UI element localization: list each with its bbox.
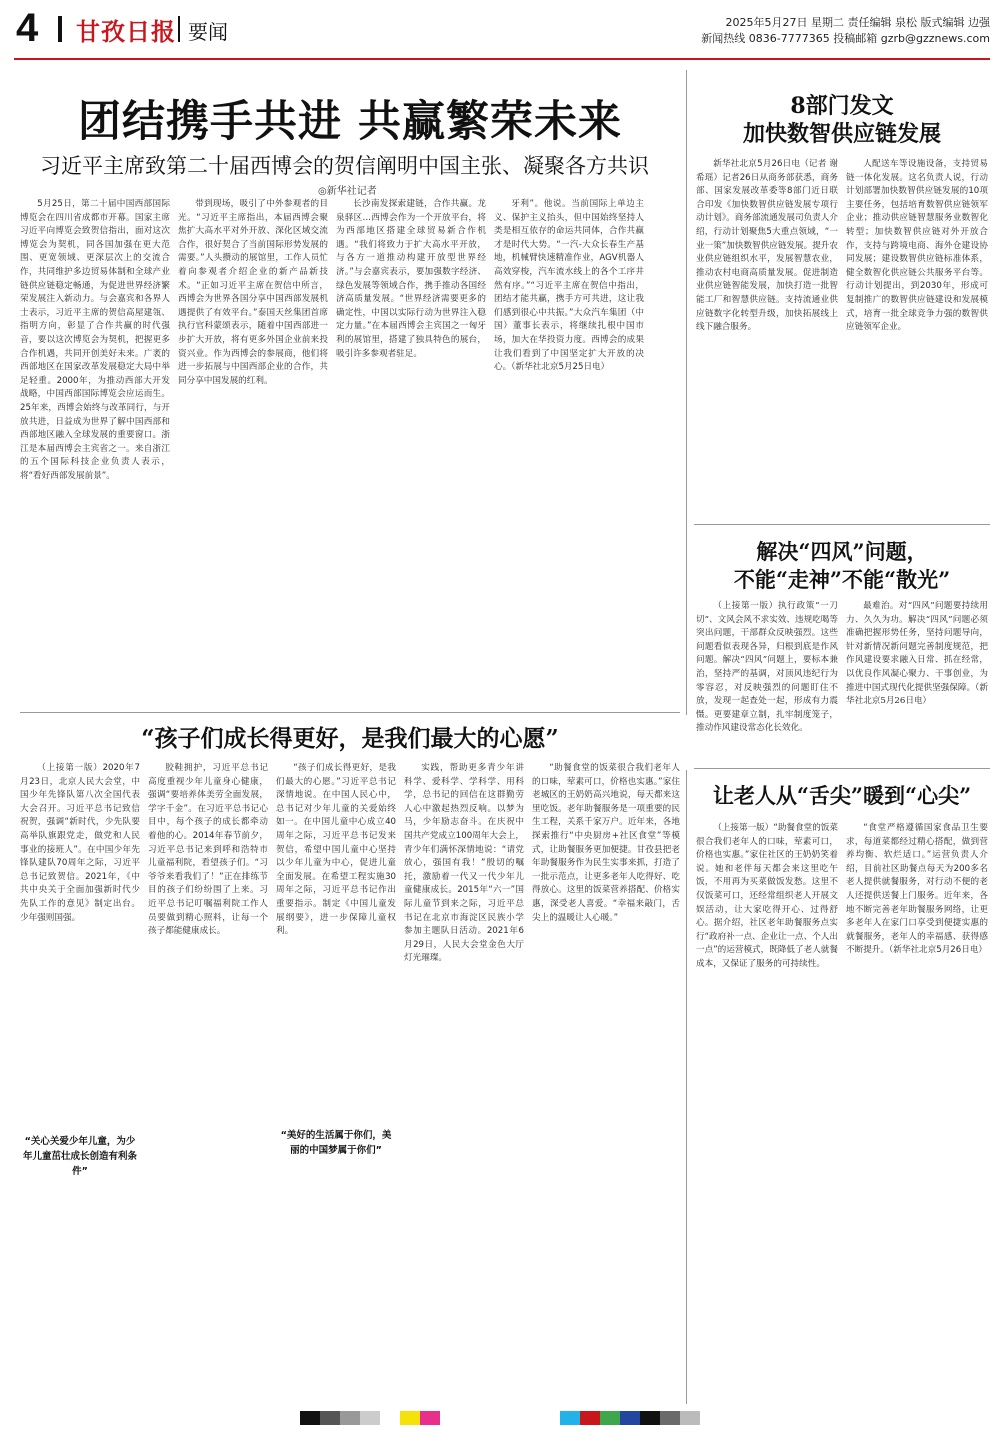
color-swatch (380, 1411, 400, 1425)
elderly-meals-headline: 让老人从“舌尖”暖到“心尖” (712, 783, 972, 808)
color-swatch (560, 1411, 580, 1425)
section-title: 要闻 (188, 20, 228, 44)
children-column-2: 胶鞋拥护，习近平总书记高度重视少年儿童身心健康，强调“要培养体美劳全面发展，学字千金”。在习近平总书记心目中，每个孩子的成长都牵动着他的心。2014年春节前夕，习近平总书记来到呼和浩特市儿童福利院，看望孩子们。“习爷爷来看我们了！”正在排练节目的孩子们纷纷围了上来。习近平总书记叮嘱福利院工作人员要做到精心照料，让每一个孩子都能健康成长。 (148, 763, 268, 937)
newspaper-masthead: 甘孜日报 (76, 17, 176, 46)
four-winds-headline-line2: 不能“走神”不能“散光” (733, 567, 951, 592)
supply-chain-column-2: 人配送车等设施设备，支持贸易链一体化发展。这名负责人说，行动计划部署加快数智供应链发展的10项主要任务，包括培育数智供应链领军企业；推动供应链智慧服务业数智化转型；加快数智供应链对外开放合作，支持与跨境电商、海外仓建设协同发展；建设数智供应链标准体系，健全数智化供应链公共服务平台等。行动计划提出，到2030年，形成可复制推广的数智供应链建设和发展模式，培育一批全球竞争力强的数智供应链领军企业。 (846, 159, 988, 333)
lead-headline: 团结携手共进 共赢繁荣未来 (78, 97, 622, 147)
children-column-5: “助餐食堂的饭菜很合我们老年人的口味，荤素可口，价格也实惠。”家住老城区的王奶奶高兴地说，每天都来这里吃饭。老年助餐服务是一项重要的民生工程，关系千家万户。近年来，各地探索推行“中央厨房+社区食堂”等模式，让助餐服务更加便捷。甘孜县把老年助餐服务作为民生实事来抓，打造了一批示范点，让更多老年人吃得好、吃得放心。这里的饭菜营养搭配、价格实惠，深受老人喜爱。“幸福来敲门，舌尖上的温暖让人心暖。” (532, 763, 680, 923)
color-swatch (620, 1411, 640, 1425)
color-swatch (340, 1411, 360, 1425)
lead-column-3: 长沙南发探索建链，合作共赢。龙泉驿区…西博会作为一个开放平台，将为西部地区搭建全球贸易新合作机遇。“我们将致力于扩大高水平开放，与各方一道推动构建开放型世界经济。”与会嘉宾表示，要加强数字经济、绿色发展等领域合作，携手推动各国经济高质量发展。“世界经济需要更多的确定性，中国以实际行动为世界注入稳定力量。”在本届西博会主宾国之一匈牙利的展馆里，搭建了独具特色的展台，吸引许多参观者驻足。 (336, 199, 486, 359)
color-calibration-bar (0, 1411, 1000, 1425)
color-swatch (640, 1411, 660, 1425)
children-column-3: “孩子们成长得更好，是我们最大的心愿。”习近平总书记深情地说。在中国人民心中，总书记对少年儿童的关爱始终如一。在中国儿童中心成立40周年之际，习近平总书记发来贺信，希望中国儿童中心坚持以少年儿童为中心，促进儿童全面发展。在希望工程实施30周年之际，习近平总书记作出重要指示。制定《中国儿童发展纲要》，进一步保障儿童权利。 (276, 763, 396, 937)
supply-chain-headline-line1: 8部门发文 (790, 93, 894, 119)
color-swatch (400, 1411, 420, 1425)
header-divider-2 (178, 16, 180, 42)
children-column-4: 实践，帮助更多青少年讲科学、爱科学、学科学、用科学，总书记的回信在这群勤劳人心中激起热烈反响。以梦为马，少年励志奋斗。在庆祝中国共产党成立100周年大会上，青少年们满怀深情地说：“请党放心，强国有我！”殷切的嘱托，激励着一代又一代少年儿童健康成长。2015年“六一”国际儿童节到来之际，习近平总书记在北京市海淀区民族小学参加主题队日活动。2021年6月29日，人民大会堂金色大厅灯光璀璨。 (404, 763, 524, 964)
header-rule (14, 58, 990, 60)
color-swatch (320, 1411, 340, 1425)
lead-column-2: 带到现场，吸引了中外参观者的目光。“习近平主席指出，本届西博会聚焦扩大高水平对外开放、深化区域交流合作，很好契合了当前国际形势发展的需要。”人头攒动的展馆里，工作人员忙着向参观者介绍企业的新产品新技术。“正如习近平主席在贺信中所言，西博会为世界各国分享中国西部发展机遇提供了有效平台。”泰国天丝集团首席执行官科蒙颂表示，随着中国西部进一步扩大开放，将有更多外国企业前来投资兴业。作为西博会的参展商，他们将进一步拓展与中国西部企业的合作，共同分享中国发展的红利。 (178, 199, 328, 386)
supply-chain-column-1: 新华社北京5月26日电（记者 谢希瑶）记者26日从商务部获悉，商务部、国家发展改革委等8部门近日联合印发《加快数智供应链发展专项行动计划》。商务部流通发展司负责人介绍，行动计划聚焦5大重点领域，“一业一策”加快数智供应链发展。提升农业供应链组织水平，发展智慧农业，推动农村电商高质量发展。促进制造业供应链智能发展，加快打造一批智能工厂和智慧供应链。支持流通业供应链数字化转型升级，加快拓展线上线下融合服务。 (696, 159, 838, 333)
color-swatch (580, 1411, 600, 1425)
four-winds-column-1: （上接第一版）执行政策“一刀切”、文风会风不求实效、违规吃喝等突出问题，干部群众反映强烈。这些问题看似表现各异，归根到底是作风问题。解决“四风”问题上，要标本兼治，坚持严的基调，对顶风违纪行为零容忍，对反映强烈的问题盯住不放，发现一起查处一起，形成有力震慑。更要建章立制，扎牢制度笼子，推动作风建设常态化长效化。 (696, 601, 838, 734)
supply-chain-headline-line2: 加快数智供应链发展 (742, 121, 941, 147)
color-swatch (660, 1411, 680, 1425)
lead-column-1: 5月25日，第二十届中国西部国际博览会在四川省成都市开幕。国家主席习近平向博览会致贺信指出，面对这次博览会为契机，同各国加强在更大范围、更宽领域、更深层次上的交流合作，共同维护多边贸易体制和全球产业链供应链稳定畅通，为促进世界经济繁荣发展注入新动力。与会嘉宾和各界人士表示，习近平主席的贺信高屋建瓴、指明方向，彰显了合作共赢的时代强音，要以这次博览会为契机，把握更多合作机遇，共同开创美好未来。广袤的西部地区在国家改革发展稳定大局中举足轻重。2000年，为推动西部大开发战略，中国西部国际博览会应运而生。25年来，西博会始终与改革同行，与开放共进，日益成为世界了解中国西部和西部地区融入全球发展的重要窗口。浙江是本届西博会主宾省之一。来自浙江的五个国际科技企业负责人表示，将“看好西部发展前景”。 (20, 199, 170, 481)
children-subhead-2: “美好的生活属于你们，美丽的中国梦属于你们” (276, 1128, 396, 1158)
four-winds-column-2: 最难治。对“四风”问题要持续用力、久久为功。解决“四风”问题必须准确把握形势任务，坚持问题导向，针对新情况新问题完善制度规范，把作风建设要求融入日常、抓在经常，以优良作风凝心聚力、干事创业，为推进中国式现代化提供坚强保障。（新华社北京5月26日电） (846, 601, 988, 707)
header-divider (58, 16, 62, 42)
page-number: 4 (16, 6, 39, 50)
four-winds-headline (694, 538, 990, 594)
children-subhead-1: “关心关爱少年儿童，为少年儿童茁壮成长创造有利条件” (20, 1134, 140, 1179)
contact-info: 新闻热线 0836-7777365 投稿邮箱 gzrb@gzznews.com (701, 32, 990, 45)
color-swatch (420, 1411, 440, 1425)
color-swatch (600, 1411, 620, 1425)
section-divider-lead (20, 712, 680, 713)
supply-chain-headline (694, 92, 990, 148)
lead-byline: ◎新华社记者 (318, 186, 377, 197)
color-swatch (300, 1411, 320, 1425)
elderly-meals-column-1: （上接第一版）“助餐食堂的饭菜很合我们老年人的口味，荤素可口，价格也实惠。”家住社区的王奶奶笑着说。她和老伴每天都会来这里吃午饭，不用再为买菜做饭发愁。这里不仅饭菜可口，还经常组织老人开展文娱活动，让大家吃得开心、过得舒心。据介绍，社区老年助餐服务点实行“政府补一点、企业让一点、个人出一点”的运营模式，既降低了老人就餐成本，又保证了服务的可持续性。 (696, 823, 838, 969)
section-divider-right-2 (694, 768, 990, 769)
elderly-meals-column-2: “食堂严格遵循国家食品卫生要求，每道菜都经过精心搭配，做到营养均衡、软烂适口。”运营负责人介绍，目前社区助餐点每天为200多名老人提供就餐服务，对行动不便的老人还提供送餐上门服务。近年来，各地不断完善老年助餐服务网络，让更多老年人在家门口享受到便捷实惠的就餐服务，老年人的幸福感、获得感不断提升。（新华社北京5月26日电） (846, 823, 988, 956)
children-headline: “孩子们成长得更好，是我们最大的心愿” (141, 725, 559, 752)
column-divider-right-lower (686, 770, 687, 1404)
section-divider-right-1 (694, 524, 990, 525)
four-winds-headline-line1: 解决“四风”问题， (756, 539, 928, 564)
edition-info: 2025年5月27日 星期二 责任编辑 泉松 版式编辑 边强 (725, 16, 990, 29)
color-swatch (360, 1411, 380, 1425)
column-divider-right (686, 70, 687, 715)
lead-column-4: 牙利”。他说。当前国际上单边主义、保护主义抬头，但中国始终坚持人类是相互依存的命运共同体，合作共赢才是时代大势。“一汽-大众长春生产基地，机械臂快速精准作业，AGV机器人高效穿梭，汽车流水线上的各个工序井然有序。”“习近平主席在贺信中指出，团结才能共赢，携手方可共进，这让我们感到很心中共振。”大众汽车集团（中国）董事长表示，将继续扎根中国市场，加大在华投资力度。西博会的成果让我们看到了中国坚定扩大开放的决心。（新华社北京5月25日电） (494, 199, 644, 373)
color-swatch (680, 1411, 700, 1425)
children-column-1-text: （上接第一版）2020年7月23日，北京人民大会堂，中国少年先锋队第八次全国代表大会召开。习近平总书记致信祝贺，强调“新时代，少先队要高举队旗跟党走，做党和人民事业的接班人”。在中国少年先锋队建队70周年之际，习近平总书记致贺信。2021年，《中共中央关于全面加强新时代少先队工作的意见》制定出台。少年强则国强。 (20, 763, 140, 923)
lead-subheadline: 习近平主席致第二十届西博会的贺信阐明中国主张、凝聚各方共识 (40, 154, 649, 178)
children-column-1 (20, 762, 140, 1402)
